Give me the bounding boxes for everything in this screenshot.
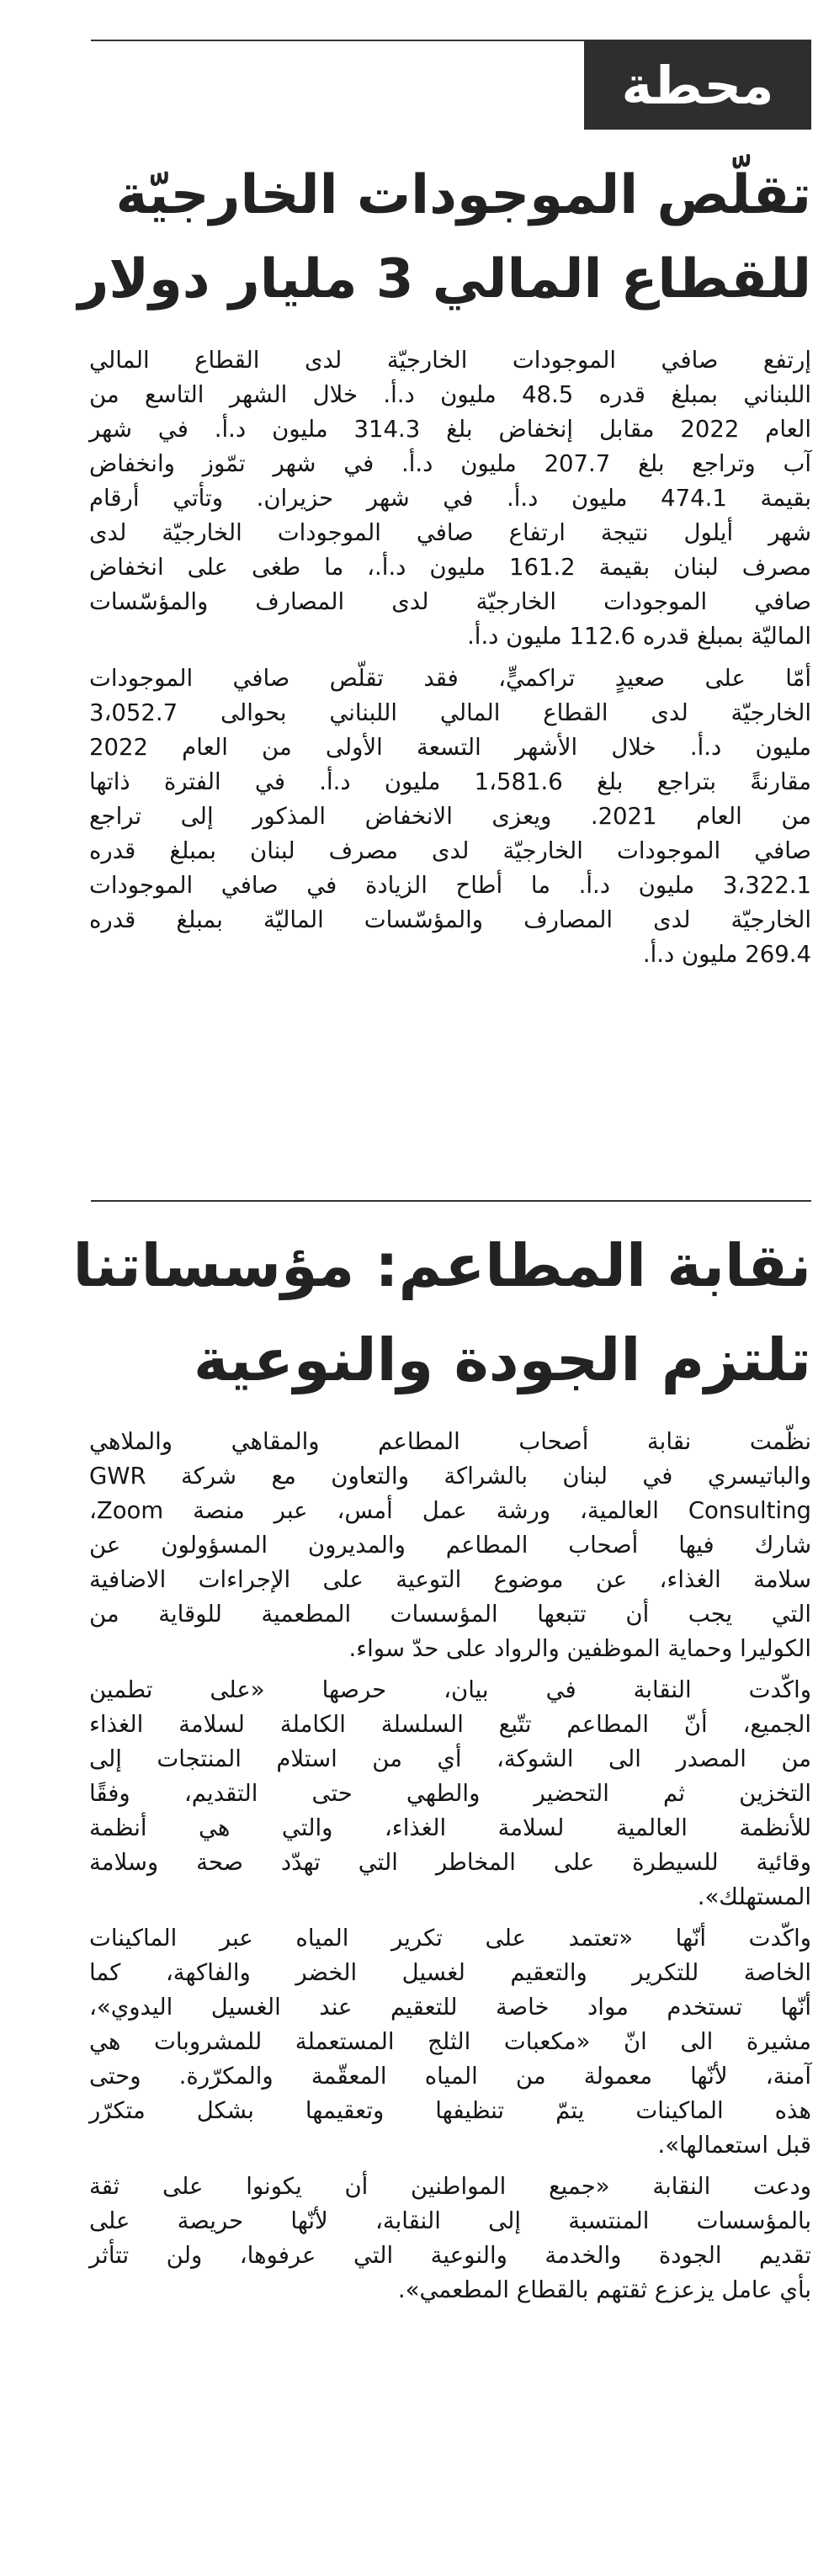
text-line: شارك فيها أصحاب المطاعم والمديرون المسؤولون عن — [89, 1532, 811, 1559]
text-line: الخارجيّة لدى المصارف والمؤسّسات الماليّة بمبلغ قدره — [89, 906, 811, 933]
headline-line: تقلّص الموجودات الخارجيّة — [115, 164, 811, 226]
text-line: الخاصة للتكرير والتعقيم لغسيل الخضر والفاكهة، كما — [89, 1959, 811, 1986]
headline-line: للقطاع المالي 3 مليار دولار — [77, 248, 811, 311]
article1-body — [89, 343, 811, 972]
text-line: بأي عامل يزعزع ثقتهم بالقطاع المطعمي». — [397, 2276, 811, 2303]
text-line: صافي الموجودات الخارجيّة لدى المصارف والمؤسّسات — [89, 588, 811, 615]
paragraph — [89, 661, 811, 972]
text-line: من المصدر الى الشوكة، أي من استلام المنتجات إلى — [89, 1745, 811, 1772]
article-divider — [91, 1200, 811, 1202]
text-line: وقائية للسيطرة على المخاطر التي تهدّد صحة وسلامة — [89, 1849, 811, 1876]
text-line: واكّدت النقابة في بيان، حرصها «على تطمين — [89, 1676, 811, 1703]
text-line: نظّمت نقابة أصحاب المطاعم والمقاهي والملاهي — [89, 1428, 811, 1455]
text-line: صافي الموجودات الخارجيّة لدى مصرف لبنان بمبلغ قدره — [89, 837, 811, 864]
text-line: واكّدت أنّها «تعتمد على تكرير المياه عبر الماكينات — [89, 1925, 811, 1952]
text-line: المستهلك». — [697, 1883, 811, 1910]
paragraph — [89, 1425, 811, 1666]
article2-headline — [72, 1219, 811, 1407]
text-line: الجميع، أنّ المطاعم تتّبع السلسلة الكاملة لسلامة الغذاء — [89, 1711, 811, 1738]
text-line: 269.4 مليون د.أ. — [642, 941, 811, 968]
text-line: هذه الماكينات يتمّ تنظيفها وتعقيمها بشكل متكرّر — [89, 2097, 811, 2124]
text-line: مقارنةً بتراجع بلغ 1،581.6 مليون د.أ. في الفترة ذاتها — [89, 768, 811, 795]
text-line: الماليّة بمبلغ قدره 112.6 مليون د.أ. — [467, 623, 811, 650]
text-line: العام 2022 مقابل إنخفاض بلغ 314.3 مليون د.أ. في شهر — [89, 416, 811, 443]
text-line: والباتيسري في لبنان بالشراكة والتعاون مع شركة GWR — [89, 1463, 811, 1490]
text-line: اللبناني بمبلغ قدره 48.5 مليون د.أ. خلال الشهر التاسع من — [89, 381, 811, 408]
text-line: أمّا على صعيدٍ تراكميٍّ، فقد تقلّص صافي الموجودات — [89, 665, 811, 692]
text-line: الكوليرا وحماية الموظفين والرواد على حدّ سواء. — [348, 1635, 811, 1662]
section-label: محطة — [584, 40, 811, 130]
text-line: شهر أيلول نتيجة ارتفاع صافي الموجودات الخارجيّة لدى — [89, 519, 811, 546]
text-line: آمنة، لأنّها معمولة من المياه المعقّمة والمكرّرة. وحتى — [89, 2063, 811, 2090]
text-line: ودعت النقابة «جميع المواطنين أن يكونوا على ثقة — [89, 2173, 811, 2200]
text-line: الخارجيّة لدى القطاع المالي اللبناني بحوالى 3،052.7 — [89, 699, 811, 726]
text-line: 3،322.1 مليون د.أ. ما أطاح الزيادة في صافي الموجودات — [89, 872, 811, 899]
paragraph — [89, 1673, 811, 1915]
text-line: قبل استعمالها». — [657, 2132, 811, 2159]
text-line: التي يجب أن تتبعها المؤسسات المطعمية للوقاية من — [89, 1601, 811, 1628]
article2-body — [89, 1425, 811, 2308]
text-line: بالمؤسسات المنتسبة إلى النقابة، لأنّها حريصة على — [89, 2207, 811, 2234]
paragraph — [89, 343, 811, 654]
text-line: سلامة الغذاء، عن موضوع التوعية على الإجراءات الاضافية — [89, 1566, 811, 1593]
text-line: إرتفع صافي الموجودات الخارجيّة لدى القطاع المالي — [89, 347, 811, 374]
paragraph — [89, 1921, 811, 2163]
text-line: للأنظمة العالمية لسلامة الغذاء، والتي هي أنظمة — [89, 1814, 811, 1841]
paragraph — [89, 2170, 811, 2308]
text-line: مصرف لبنان بقيمة 161.2 مليون د.أ.، ما طغى على انخفاض — [89, 554, 811, 581]
article1-headline — [77, 153, 811, 321]
text-line: أنّها تستخدم مواد خاصة للتعقيم عند الغسيل اليدوي»، — [89, 1994, 811, 2021]
text-line: مشيرة الى انّ «مكعبات الثلج المستعملة للمشروبات هي — [89, 2028, 811, 2055]
text-line: تقديم الجودة والخدمة والنوعية التي عرفوها، ولن تتأثر — [89, 2242, 811, 2269]
text-line: التخزين ثم التحضير والطهي حتى التقديم، وفقًا — [89, 1780, 811, 1807]
headline-line: نقابة المطاعم: مؤسساتنا — [72, 1231, 811, 1300]
text-line: Consulting العالمية، ورشة عمل أمس، عبر منصة Zoom، — [89, 1497, 811, 1524]
headline-line: تلتزم الجودة والنوعية — [194, 1325, 811, 1394]
text-line: مليون د.أ. خلال الأشهر التسعة الأولى من العام 2022 — [89, 734, 811, 761]
text-line: بقيمة 474.1 مليون د.أ. في شهر حزيران. وتأتي أرقام — [89, 485, 811, 512]
text-line: آب وتراجع بلغ 207.7 مليون د.أ. في شهر تمّوز وانخفاض — [89, 450, 811, 477]
text-line: من العام 2021. ويعزى الانخفاض المذكور إلى تراجع — [89, 803, 811, 830]
